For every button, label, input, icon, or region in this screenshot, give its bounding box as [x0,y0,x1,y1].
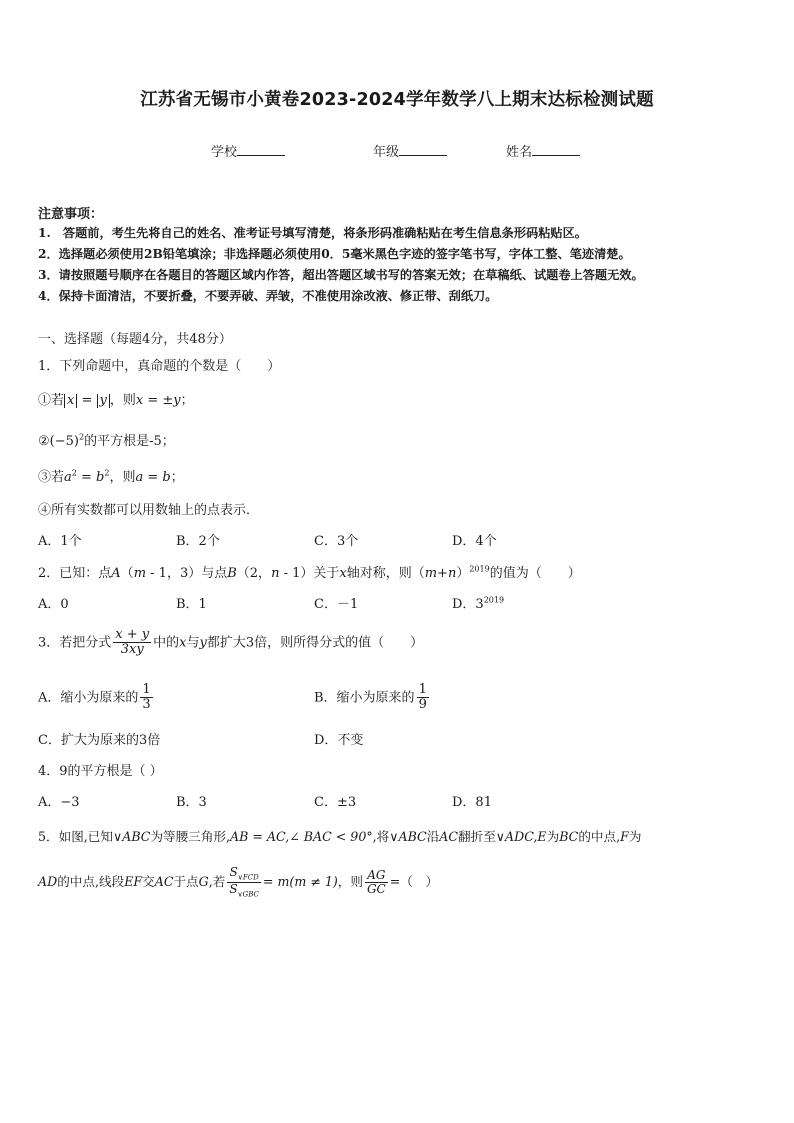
notice-item: 3．请按照题号顺序在各题目的答题区域内作答，超出答题区域书写的答案无效；在草稿纸、试题卷上答题无效。 [38,268,644,282]
q1-option-a[interactable]: A．1个 [38,534,82,549]
notice-item: 4．保持卡面清洁，不要折叠，不要弄破、弄皱，不准使用涂改液、修正带、刮纸刀。 [38,289,498,303]
q1-stem: 1．下列命题中，真命题的个数是（ ） [38,359,281,374]
grade-label: 年级 [373,145,400,160]
grade-field[interactable] [373,141,447,160]
q5-stem-line1: 5．如图,已知∨ABC为等腰三角形,AB = AC,∠ BAC < 90°,将∨ABC沿AC翻折至∨ADC,E为BC的中点,F为 [38,829,642,844]
q4-option-d[interactable]: D．81 [452,795,492,810]
q4-option-b[interactable]: B．3 [176,795,207,810]
q3-fraction: $\frac{x + y}{3xy}$ [115,627,150,658]
notice-item: 2．选择题必须使用2B铅笔填涂；非选择题必须使用0．5毫米黑色字迹的签字笔书写，字体工整、笔迹清楚。 [38,247,631,261]
q1-statement-4: ④所有实数都可以用数轴上的点表示． [38,503,260,518]
q1-statement-3: ③若$a^2 = b^2$，则a = b； [38,468,184,485]
section-heading: 一、选择题（每题4分，共48分） [38,332,232,347]
q1-statement-1: ①若 x = y ，则x = ±y； [38,393,194,408]
q2-stem: 2．已知：点A（m - 1，3）与点B（2，n - 1）关于x轴对称，则$(m+n)^{2019}$的值为（ ） [38,564,581,581]
page-title: 江苏省无锡市小黄卷2023-2024学年数学八上期末达标检测试题 [140,90,654,110]
q5-area-ratio: $\frac{S_{\vee FCD}}{S_{\vee GBC}}$ [229,865,259,899]
q5-segment-ratio: $\frac{AG}{GC}$ [366,867,386,897]
q4-option-c[interactable]: C．±3 [314,795,357,810]
school-label: 学校 [211,145,238,160]
notice-item: 1. 答题前，考生先将自己的姓名、准考证号填写清楚，将条形码准确粘贴在考生信息条形码粘贴区。 [38,226,587,240]
q5-stem-line2: AD的中点,线段EF交AC于点G,若 $\frac{S_{\vee FCD}}{S_{\vee GBC}}$ = m(m ≠ 1)，则 $\frac{AG}{GC}$ =（ ） [38,865,439,899]
q2-option-c[interactable]: C．－1 [314,597,359,612]
notice-heading: 注意事项： [38,207,104,222]
school-field[interactable] [211,141,285,160]
q3-option-d[interactable]: D．不变 [314,733,364,748]
q3-option-b[interactable]: B．缩小为原来的 $\frac{1}{9}$ [314,682,427,713]
q1-option-c[interactable]: C．3个 [314,534,359,549]
q1-option-d[interactable]: D．4个 [452,534,497,549]
name-field[interactable] [506,141,580,160]
name-label: 姓名 [506,145,533,160]
q2-option-a[interactable]: A．0 [38,597,69,612]
q2-option-d[interactable]: D．$3^{2019}$ [452,595,505,612]
q1-statement-2: $②(-5)^2$的平方根是-5； [38,432,175,449]
grade-blank[interactable] [399,143,447,156]
q4-option-a[interactable]: A．−3 [38,795,80,810]
q4-stem: 4．9的平方根是（ ） [38,764,163,779]
q2-option-b[interactable]: B．1 [176,597,207,612]
q3-option-a[interactable]: A．缩小为原来的 $\frac{1}{3}$ [38,682,151,713]
q3-option-c[interactable]: C．扩大为原来的3倍 [38,733,161,748]
q1-option-b[interactable]: B．2个 [176,534,220,549]
name-blank[interactable] [532,143,580,156]
school-blank[interactable] [237,143,285,156]
q3-stem: 3．若把分式 $\frac{x + y}{3xy}$ 中的x与y都扩大3倍，则所得分式的值（ ） [38,627,424,658]
